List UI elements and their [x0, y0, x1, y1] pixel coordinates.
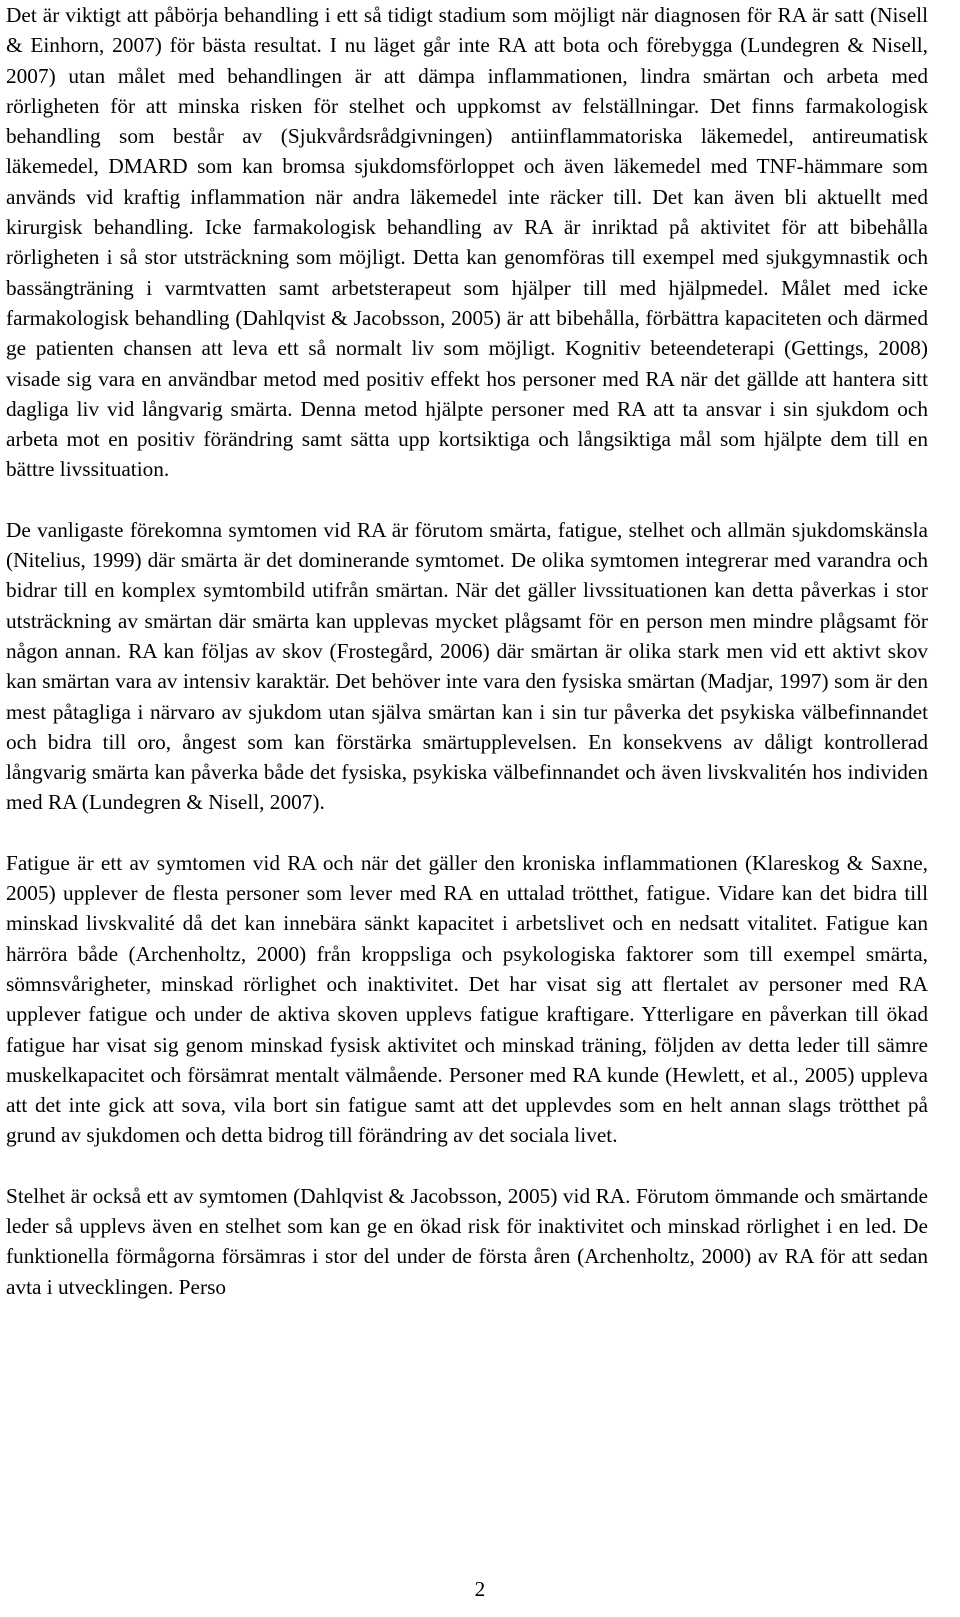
- paragraph-stiffness: Stelhet är också ett av symtomen (Dahlqvist & Jacobsson, 2005) vid RA. Förutom ömmande och smärtande leder så upplevs även en stelhet som kan ge en ökad risk för inaktivitet och minskad rörlighet i en led. De funktionella förmågorna försämras i stor del under de första åren (Archenholtz, 2000) av RA för att sedan avta i utvecklingen. Perso: [6, 1183, 928, 1299]
- paragraph-fatigue: Fatigue är ett av symtomen vid RA och när det gäller den kroniska inflammationen (Klareskog & Saxne, 2005) upplever de flesta personer som lever med RA en uttalad trötthet, fatigue. Vidare kan det bidra till minskad livskvalité då det kan innebära sänkt kapacitet i arbetslivet och en nedsatt vitalitet. Fatigue kan härröra både (Archenholtz, 2000) från kroppsliga och psykologiska faktorer som till exempel smärta, sömnsvårigheter, minskad rörlighet och inaktivitet. Det har visat sig att flertalet av personer med RA upplever fatigue och under de aktiva skoven upplevs fatigue kraftigare. Ytterligare en påverkan till ökad fatigue har visat sig genom minskad fysisk aktivitet och minskad träning, följden av detta leder till sämre muskelkapacitet och försämrat mentalt välmående. Personer med RA kunde (Hewlett, et al., 2005) uppleva att det inte gick att sova, vila bort sin fatigue samt att det upplevdes som en helt annan slags trötthet på grund av sjukdomen och detta bidrog till förändring av det sociala livet.: [6, 850, 928, 1148]
- document-page: [6, 0, 928, 1302]
- paragraph-treatment: Det är viktigt att påbörja behandling i ett så tidigt stadium som möjligt när diagnosen för RA är satt (Nisell & Einhorn, 2007) för bästa resultat. I nu läget går inte RA att bota och förebygga (Lundegren & Nisell, 2007) utan målet med behandlingen är att dämpa inflammationen, lindra smärtan och arbeta med rörligheten för att minska risken för stelhet och uppkomst av felställningar. Det finns farmakologisk behandling som består av (Sjukvårdsrådgivningen) antiinflammatoriska läkemedel, antireumatisk läkemedel, DMARD som kan bromsa sjukdomsförloppet och även läkemedel med TNF-hämmare som används vid kraftig inflammation när andra läkemedel inte räcker till. Det kan även bli aktuellt med kirurgisk behandling. Icke farmakologisk behandling av RA är inriktad på aktivitet för att bibehålla rörligheten i så stor utsträckning som möjligt. Detta kan genomföras till exempel med sjukgymnastik och bassängträning i varmtvatten samt arbetsterapeut som hjälper till med hjälpmedel. Målet med icke farmakologisk behandling (Dahlqvist & Jacobsson, 2005) är att bibehålla, förbättra kapaciteten och därmed ge patienten chansen att leva ett så normalt liv som möjligt. Kognitiv beteendeterapi (Gettings, 2008) visade sig vara en användbar metod med positiv effekt hos personer med RA när det gällde att hantera sitt dagliga liv vid långvarig smärta. Denna metod hjälpte personer med RA att ta ansvar i sin sjukdom och arbeta mot en positiv förändring samt sätta upp kortsiktiga och långsiktiga mål som hjälpte dem till en bättre livssituation.: [6, 3, 928, 482]
- paragraph-symptoms: De vanligaste förekomna symtomen vid RA är förutom smärta, fatigue, stelhet och allmän sjukdomskänsla (Nitelius, 1999) där smärta är det dominerande symtomet. De olika symtomen integrerar med varandra och bidrar till en komplex symtombild utifrån smärtan. När det gäller livssituationen kan detta påverkas i stor utsträckning av smärtan där smärta kan upplevas mycket plågsamt för en person men mindre plågsamt för någon annan. RA kan följas av skov (Frostegård, 2006) där smärtan är olika stark men vid ett aktivt skov kan smärtan vara av intensiv karaktär. Det behöver inte vara den fysiska smärtan (Madjar, 1997) som är den mest påtagliga i närvaro av sjukdom utan själva smärtan kan i sin tur påverka det psykiska välbefinnandet och bidra till oro, ångest som kan förstärka smärtupplevelsen. En konsekvens av dåligt kontrollerad långvarig smärta kan påverka både det fysiska, psykiska välbefinnandet och även livskvalitén hos individen med RA (Lundegren & Nisell, 2007).: [6, 517, 928, 815]
- page-number: 2: [474, 1577, 486, 1601]
